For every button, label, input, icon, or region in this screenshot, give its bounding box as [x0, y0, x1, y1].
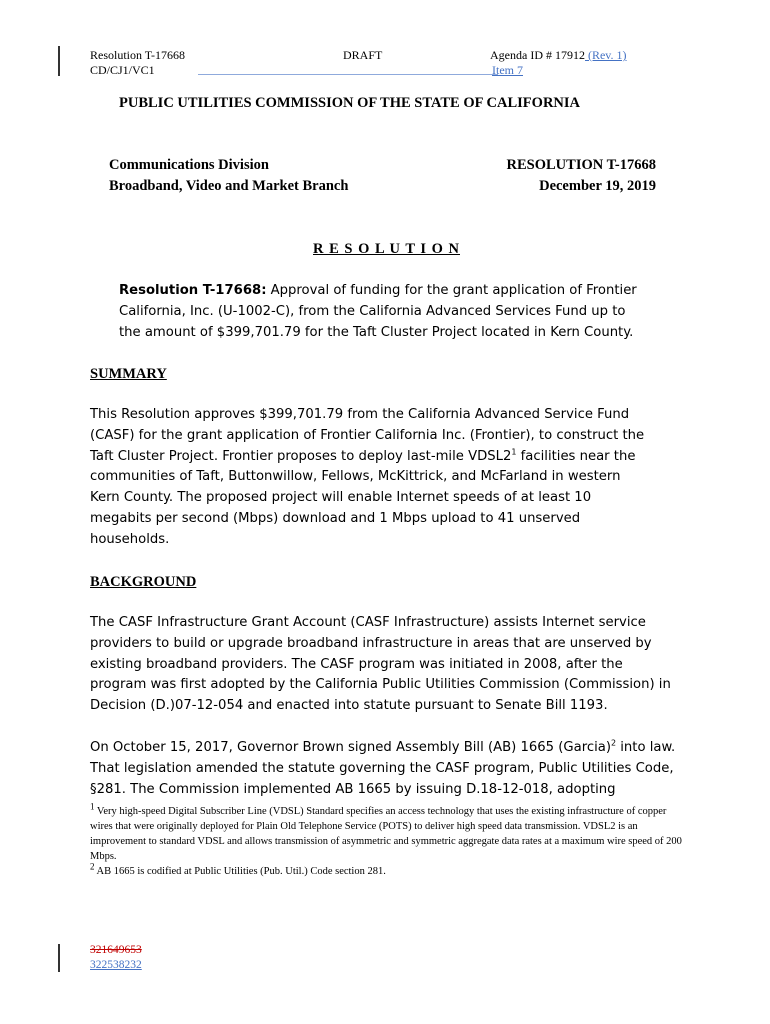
resolution-date: December 19, 2019 [539, 178, 656, 194]
header-item: Item 7 [492, 63, 523, 77]
summary-text-a: This Resolution approves $399,701.79 from the California Advanced Service Fund (CASF) for the grant application of Frontier California Inc. (Frontier), to construct the Taft Cluster Project. Frontier proposes to deploy last-mile VDSL2 [90, 407, 645, 464]
division-line-1: Communications Division [109, 157, 269, 173]
change-bar-header [58, 46, 60, 76]
agenda-rev-link: (Rev. 1) [584, 48, 627, 62]
header-draft-label: DRAFT [343, 48, 383, 62]
summary-footnote-ref: 1 [511, 447, 517, 457]
header-tracked-underline [198, 74, 498, 75]
footnote-1-text: Very high-speed Digital Subscriber Line (VDSL) Standard specifies an access technology that uses the existing infrastructure of copper wires that were originally deployed for Plain Old Telephone Service (POTS) to deliver high speed data transmission. VDSL2 is an improvement to standard VDSL and allows transmission of asymmetric and symmetric aggregate data rates at a maximum wire speed of 200 Mbps. [90, 806, 682, 862]
summary-heading: SUMMARY [90, 366, 167, 382]
header-initials: CD/CJ1/VC1 [90, 63, 155, 77]
intro-paragraph [119, 281, 644, 343]
footnote-1-number: 1 [90, 801, 95, 812]
background-para2-text-b: into law. That legislation amended the statute governing the CASF program, Public Utilities Code, §281. The Commission implemented AB 1665 by issuing D.18-12-018, adopting [90, 740, 676, 797]
agenda-id-text: Agenda ID # 17912 [490, 48, 585, 62]
background-heading: BACKGROUND [90, 574, 197, 590]
background-para2-text-a: On October 15, 2017, Governor Brown signed Assembly Bill (AB) 1665 (Garcia) [90, 740, 611, 755]
commission-title: PUBLIC UTILITIES COMMISSION OF THE STATE OF CALIFORNIA [119, 95, 580, 111]
footer-inserted-doc-id: 322538232 [90, 959, 142, 971]
summary-text-b: facilities near the communities of Taft, Buttonwillow, Fellows, McKittrick, and McFarland in western Kern County. The proposed project will enable Internet speeds of at least 10 megabits per second (Mbps) download and 1 Mbps upload to 41 unserved households. [90, 448, 636, 547]
background-para1-text: The CASF Infrastructure Grant Account (CASF Infrastructure) assists Internet service providers to build or upgrade broadband infrastructure in areas that are unserved by existing broadband providers. The CASF program was initiated in 2008, after the program was first adopted by the California Public Utilities Commission (Commission) in Decision (D.)07-12-054 and enacted into statute pursuant to Senate Bill 1193. [90, 615, 671, 714]
header-agenda-id [490, 48, 627, 63]
footnote-2-number: 2 [90, 861, 95, 872]
footnote-2 [90, 861, 684, 879]
background-paragraph-1 [90, 613, 680, 717]
footer-deleted-doc-id: 321649653 [90, 944, 142, 956]
resolution-number: RESOLUTION T-17668 [506, 157, 656, 173]
change-bar-footer [58, 944, 60, 972]
summary-paragraph [90, 405, 645, 551]
background-paragraph-2 [90, 738, 680, 800]
footnote-2-text: AB 1665 is codified at Public Utilities (Pub. Util.) Code section 281. [94, 866, 386, 877]
division-line-2: Broadband, Video and Market Branch [109, 178, 349, 194]
footnote-1 [90, 801, 684, 864]
intro-bold-label: Resolution T-17668: [119, 283, 267, 298]
resolution-heading: R E S O L U T I O N [313, 241, 460, 257]
intro-text: Approval of funding for the grant application of Frontier California, Inc. (U-1002-C), from the California Advanced Services Fund up to the amount of $399,701.79 for the Taft Cluster Project located in Kern County. [119, 283, 637, 340]
background-footnote-ref: 2 [610, 738, 617, 748]
header-resolution-id: Resolution T-17668 [90, 48, 186, 62]
